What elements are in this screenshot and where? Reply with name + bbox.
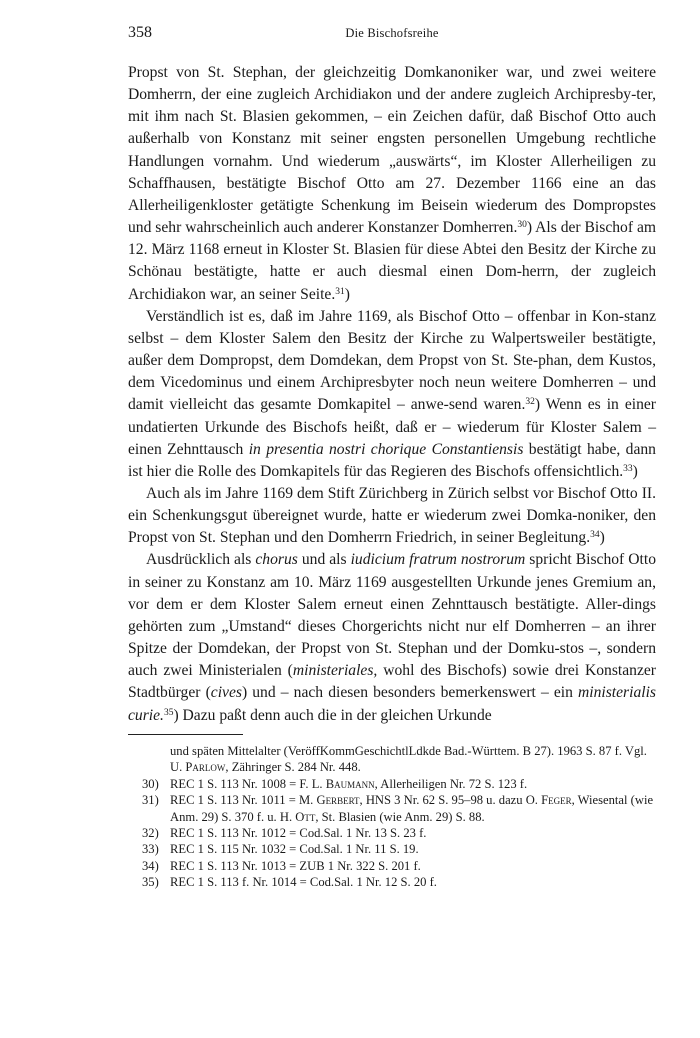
paragraph-2: Verständlich ist es, daß im Jahre 1169, als Bischof Otto – offenbar in Kon-stanz selbst – dem Kloster Salem den Besitz der Kirche zu Walpertsweiler bestätigte, außer dem Dompropst, dem Domdekan, dem Propst von St. Ste-phan, dem Kustos, dem Vicedominus und einem Archipresbyter noch neun weitere Domherren – und damit vielleicht das gesamte Domkapitel – anwe-send waren.$^{32}$) Wenn es in einer undatierten Urkunde des Bischofs heißt, daß er – wiederum für Kloster Salem – einen Zehnttausch in presentia nostri chorique Constantiensis bestätigt habe, dann ist hier die Rolle des Domkapitels für das Regieren des Bischofs offensichtlich.$^{33}$): [128, 307, 656, 480]
footnote-number: 31): [142, 793, 159, 808]
latin-term: ministerialis curie.: [128, 684, 656, 724]
latin-quote: in presentia nostri chorique Constantiensis: [248, 440, 524, 458]
footnotes: [128, 743, 656, 891]
footnote-ref-31[interactable]: 31: [335, 286, 345, 297]
page-header: [128, 24, 656, 46]
footnote-number: 35): [142, 875, 159, 890]
paragraph-4: Ausdrücklich als chorus und als iudicium fratrum nostrorum spricht Bischof Otto in seiner zu Konstanz am 10. März 1169 ausgestellten Urkunde jenes Gremium an, vor dem er dem Kloster Salem erneut einen Zehnttausch bestätigte. Aller-dings gehörten zum „Umstand“ dieses Chorgerichts nicht nur elf Domherren – an ihrer Spitze der Domdekan, der Propst von St. Stephan und der Domku-stos –, sondern auch zwei Ministerialen (ministeriales, wohl des Bischofs) sowie drei Konstanzer Stadtbürger (cives) und – nach diesen besonders bemerkenswert – ein ministerialis curie.$^{35}$) Dazu paßt denn auch die in der gleichen Urkunde: [128, 551, 656, 724]
latin-term: chorus: [255, 551, 298, 569]
footnote-number: 34): [142, 858, 159, 873]
footnote-ref-30[interactable]: 30: [517, 220, 527, 231]
footnote-ref-34[interactable]: 34: [590, 530, 600, 541]
footnote-divider: [128, 734, 243, 735]
running-head: Die Bischofsreihe: [345, 26, 439, 40]
footnote-continuation: und späten Mittelalter (VeröffKommGeschichtlLdkde Bad.-Württem. B 27). 1963 S. 87 f. Vgl. U. Parlow, Zähringer S. 284 Nr. 448.: [170, 744, 647, 775]
footnote-30: 30) REC 1 S. 113 Nr. 1008 = F. L. Baumann, Allerheiligen Nr. 72 S. 123 f.: [128, 776, 656, 792]
page-number: 358: [128, 24, 152, 41]
footnote-ref-33[interactable]: 33: [623, 463, 633, 474]
latin-term: ministeriales,: [292, 662, 378, 680]
footnote-35: 35) REC 1 S. 113 f. Nr. 1014 = Cod.Sal. 1 Nr. 12 S. 20 f.: [128, 874, 656, 890]
footnote-34: 34) REC 1 S. 113 Nr. 1013 = ZUB 1 Nr. 322 S. 201 f.: [128, 858, 656, 874]
footnote-33: 33) REC 1 S. 115 Nr. 1032 = Cod.Sal. 1 Nr. 11 S. 19.: [128, 841, 656, 857]
latin-term: cives: [210, 684, 242, 702]
footnote-31: 31) REC 1 S. 113 Nr. 1011 = M. Gerbert, HNS 3 Nr. 62 S. 95–98 u. dazu O. Feger, Wiesental (wie Anm. 29) S. 370 f. u. H. Ott, St. Blasien (wie Anm. 29) S. 88.: [128, 792, 656, 825]
footnote-ref-32[interactable]: 32: [525, 397, 535, 408]
latin-term: iudicium fratrum nostrorum: [350, 551, 526, 569]
paragraph-1: Propst von St. Stephan, der gleichzeitig Domkanoniker war, und zwei weitere Domherrn, der eine zugleich Archidiakon und der andere zugleich Archipresby-ter, mit ihm nach St. Blasien gekommen, – ein Zeichen dafür, daß Bischof Otto auch außerhalb von Konstanz mit seiner engsten personellen Umgebung rechtliche Handlungen vornahm. Und wiederum „auswärts“, im Kloster Allerheiligen zu Schaffhausen, bestätigte Bischof Otto am 27. Dezember 1166 eine an das Allerheiligenkloster getätigte Schenkung im Beisein wiederum des Dompropstes und sehr wahrscheinlich auch anderer Konstanzer Domherren.$^{30}$) Als der Bischof am 12. März 1168 erneut in Kloster St. Blasien für diese Abtei den Besitz der Kirche zu Schönau bestätigte, hatte er auch diesmal einen Dom-herrn, der zugleich Archidiakon war, an seiner Seite.$^{31}$): [128, 64, 657, 303]
footnote-number: 32): [142, 826, 159, 841]
main-text: [128, 62, 656, 727]
footnote-number: 33): [142, 842, 159, 857]
paragraph-3: Auch als im Jahre 1169 dem Stift Zürichberg in Zürich selbst vor Bischof Otto II. ein Schenkungsgut übereignet wurde, hatte er wiederum zwei Domka-noniker, den Propst von St. Stephan und den Domherrn Friedrich, in seiner Begleitung.$^{34}$): [128, 484, 656, 547]
footnote-ref-35[interactable]: 35: [163, 707, 174, 718]
footnote-32: 32) REC 1 S. 113 Nr. 1012 = Cod.Sal. 1 Nr. 13 S. 23 f.: [128, 825, 656, 841]
footnote-number: 30): [142, 776, 159, 791]
